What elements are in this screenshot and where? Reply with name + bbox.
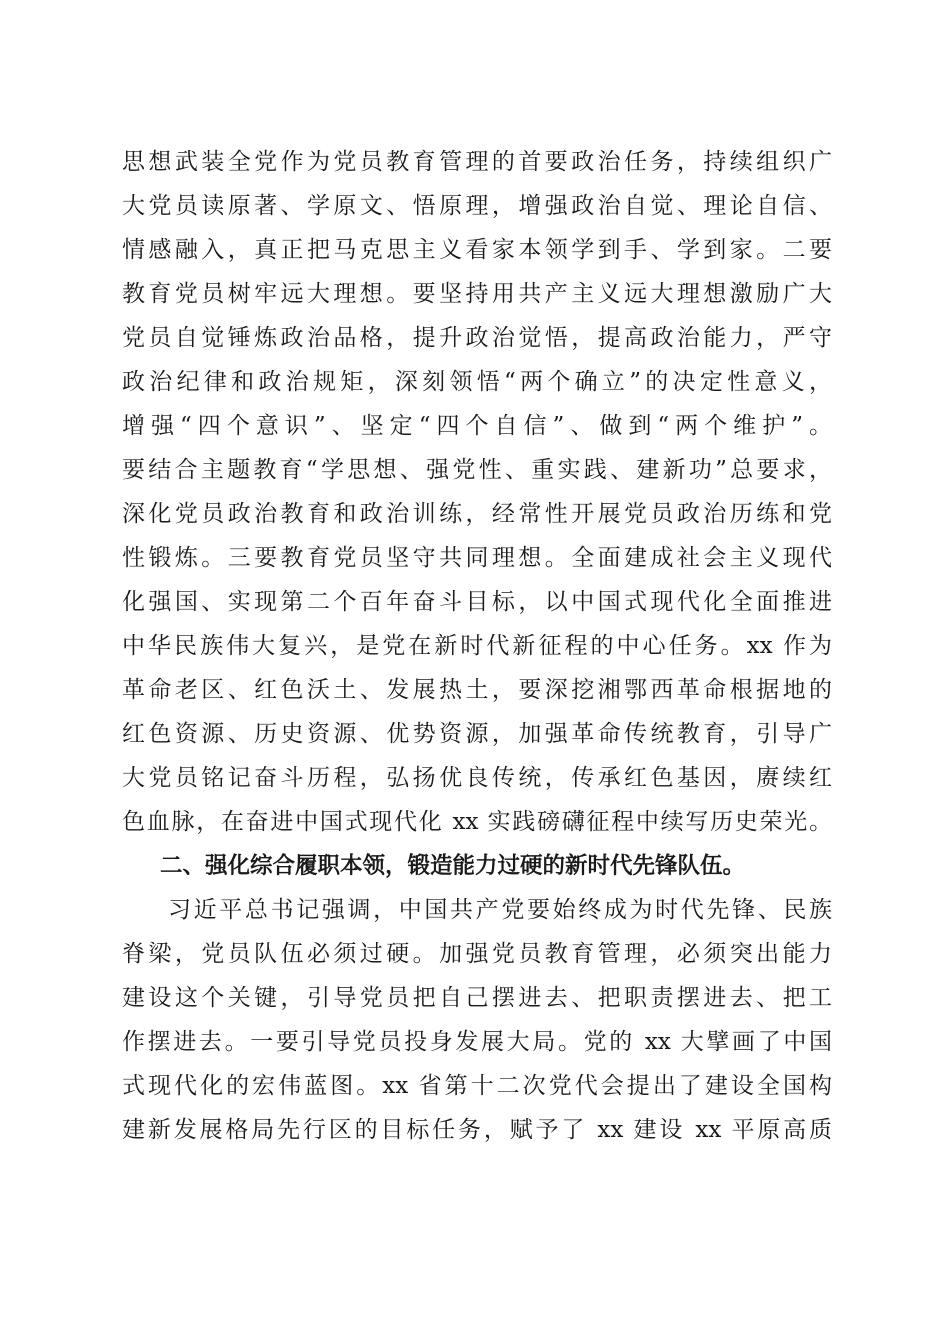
paragraph-line: 要结合主题教育“学思想、强党性、重实践、建新功”总要求， [122, 457, 832, 483]
paragraph-line: 式现代化的宏伟蓝图。xx 省第十二次党代会提出了建设全国构 [122, 1073, 832, 1099]
paragraph-line: 教育党员树牢远大理想。要坚持用共产主义远大理想激励广大 [122, 281, 832, 307]
paragraph-line: 大党员铭记奋斗历程，弘扬优良传统，传承红色基因，赓续红 [122, 765, 832, 791]
paragraph-line: 脊梁，党员队伍必须过硬。加强党员教育管理，必须突出能力 [122, 941, 832, 967]
paragraph-line: 性锻炼。三要教育党员坚守共同理想。全面建成社会主义现代 [122, 545, 832, 571]
paragraph-line: 建新发展格局先行区的目标任务，赋予了 xx 建设 xx 平原高质 [122, 1117, 832, 1143]
paragraph-line: 革命老区、红色沃土、发展热土，要深挖湘鄂西革命根据地的 [122, 677, 832, 703]
paragraph-line: 思想武装全党作为党员教育管理的首要政治任务，持续组织广 [122, 149, 832, 175]
paragraph-line: 红色资源、历史资源、优势资源，加强革命传统教育，引导广 [122, 721, 832, 747]
paragraph-line: 作摆进去。一要引导党员投身发展大局。党的 xx 大擘画了中国 [122, 1029, 832, 1055]
paragraph-line: 深化党员政治教育和政治训练，经常性开展党员政治历练和党 [122, 501, 832, 527]
document-body [122, 140, 832, 1152]
paragraph-line: 习近平总书记强调，中国共产党要始终成为时代先锋、民族 [168, 897, 832, 923]
paragraph-line: 大党员读原著、学原文、悟原理，增强政治自觉、理论自信、 [122, 193, 832, 219]
paragraph-line: 党员自觉锤炼政治品格，提升政治觉悟，提高政治能力，严守 [122, 325, 832, 351]
section-heading: 二、强化综合履职本领，锻造能力过硬的新时代先锋队伍。 [160, 853, 746, 879]
paragraph-line: 建设这个关键，引导党员把自己摆进去、把职责摆进去、把工 [122, 985, 832, 1011]
paragraph-line: 化强国、实现第二个百年奋斗目标，以中国式现代化全面推进 [122, 589, 832, 615]
paragraph-line: 政治纪律和政治规矩，深刻领悟“两个确立”的决定性意义， [122, 369, 832, 395]
paragraph-line: 增强“四个意识”、坚定“四个自信”、做到“两个维护”。 [122, 413, 832, 439]
paragraph-line: 中华民族伟大复兴，是党在新时代新征程的中心任务。xx 作为 [122, 633, 832, 659]
paragraph-line: 情感融入，真正把马克思主义看家本领学到手、学到家。二要 [122, 237, 832, 263]
paragraph-line: 色血脉，在奋进中国式现代化 xx 实践磅礴征程中续写历史荣光。 [122, 809, 832, 835]
